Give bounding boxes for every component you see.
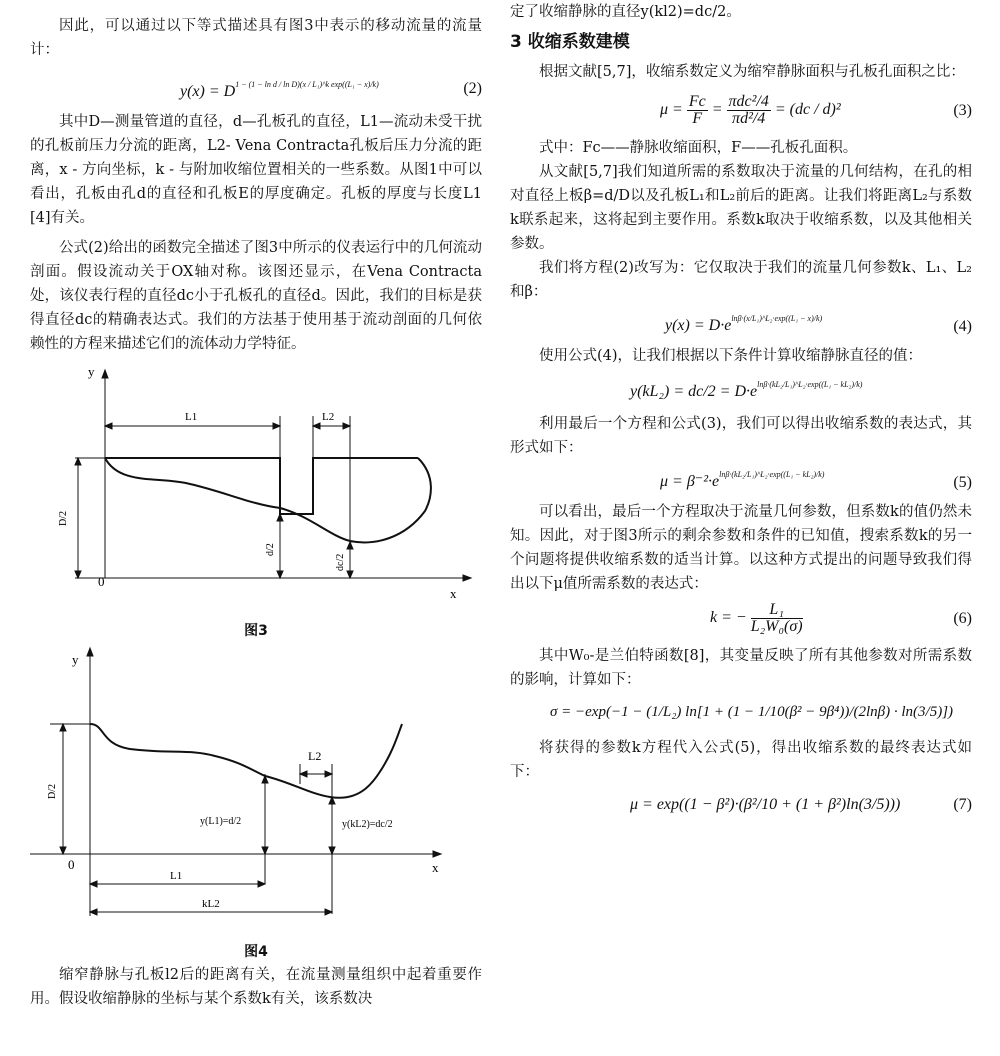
eqc-lhs: y(kL₂) = dc/2 = D·e [630, 383, 758, 400]
section-heading: 3 收缩系数建模 [510, 32, 630, 52]
sigma-expression: σ = −exp(−1 − (1/L₂) ln[1 + (1 − 1/10(β² − 9β⁴))/(2lnβ) · ln(3/5)]) [550, 704, 954, 720]
equation-condition [510, 368, 972, 412]
eq2-number: (2) [463, 80, 482, 97]
paragraph: 使用公式(4)，让我们根据以下条件计算收缩静脉直径的值： [539, 348, 923, 364]
paragraph: 根据文献[5,7]，收缩系数定义为缩窄静脉面积与孔板孔面积之比： [539, 64, 965, 80]
eq3-fraction-2: $\frac{\text{πdc²/4}}{\text{πd²/4}}$ [728, 93, 769, 127]
equation-4 [510, 304, 972, 344]
figure-3-caption: 图3 [244, 623, 268, 639]
equation-3 [510, 88, 972, 136]
fig3-l1-label: L1 [185, 411, 198, 423]
eq6-lhs: k = − [710, 609, 747, 627]
eq4-exponent: lnβ·(x/L₁)^L₂·exp((L₁ − x)/k) [731, 314, 823, 323]
eq2-exponent: 1 − (1 − ln d / ln D)(x / L₁)^k exp((L₁ − x)/k) [235, 80, 379, 89]
fig4-origin-label: 0 [68, 857, 75, 872]
eq2-lhs: y(x) = D [180, 83, 236, 100]
fig4-l1-label: L1 [170, 870, 183, 882]
eq3-fraction-1: $\frac{Fc}{F}$ [688, 93, 706, 127]
fig4-y-kl2-label: y(kL2)=dc/2 [342, 819, 393, 830]
paragraph: 我们将方程(2)改写为：它仅取决于我们的流量几何参数k、L₁、L₂和β： [510, 260, 972, 300]
left-column [30, 0, 482, 1011]
fig3-d-half-label: D/2 [58, 511, 69, 526]
fig3-x-axis-label: x [450, 586, 457, 601]
eq4-lhs: y(x) = D·e [665, 317, 732, 334]
fig4-y-l1-label: y(L1)=d/2 [200, 816, 242, 827]
eq3-equals: = [711, 101, 723, 119]
fig3-y-axis-label: y [88, 366, 95, 379]
fig3-origin-label: 0 [98, 574, 105, 589]
equation-6 [510, 596, 972, 644]
fig4-x-axis-label: x [432, 860, 439, 875]
fig4-kl2-label: kL2 [202, 898, 220, 910]
paragraph: 将获得的参数k方程代入公式(5)，得出收缩系数的最终表达式如下： [510, 740, 972, 780]
fig4-y-axis-label: y [72, 652, 79, 667]
eq7-number: (7) [953, 796, 972, 813]
equation-sigma [510, 692, 972, 736]
paragraph: 缩窄静脉与孔板l2后的距离有关，在流量测量组织中起着重要作用。假设收缩静脉的坐标与某个系数k有关，该系数决 [30, 967, 482, 1007]
equation-5 [510, 460, 972, 500]
eq5-number: (5) [953, 474, 972, 491]
paragraph: 其中W₀-是兰伯特函数[8]，其变量反映了所有其他参数对所需系数的影响，计算如下： [510, 648, 972, 688]
fig4-l2-label: L2 [308, 749, 322, 763]
fig3-d-small-label: d/2 [265, 543, 276, 556]
paragraph: 公式(2)给出的函数完全描述了图3中所示的仪表运行中的几何流动剖面。假设流动关于OX轴对称。该图还显示，在Vena Contracta处，该仪表行程的直径dc小于孔板孔的直径d。因此，我们的目标是获得直径dc的精确表达式。我们的方法基于使用基于流动剖面的几何依赖性的方程来描述它们的流体动力学特征。 [30, 240, 482, 352]
eq3-number: (3) [953, 102, 972, 119]
eq5-exponent: lnβ·(kL₂/L₁)^L₂·exp((L₁ − kL₂)/k) [719, 470, 825, 479]
eq5-lhs: μ = β⁻²·e [660, 473, 720, 490]
figure-4-caption: 图4 [244, 944, 268, 960]
eq4-number: (4) [953, 318, 972, 335]
paragraph: 从文献[5,7]我们知道所需的系数取决于流量的几何结构，在孔的相对直径上板β=d/D以及孔板L₁和L₂前后的距离。让我们将距离L₂与系数k联系起来，这将起到主要作用。系数k取决于收缩系数，以及其他相关参数。 [510, 164, 972, 252]
eq7-expression: μ = exp((1 − β²)·(β²/10 + (1 + β²)ln(3/5))) [630, 796, 901, 813]
paragraph: 因此，可以通过以下等式描述具有图3中表示的移动流量的流量计： [30, 18, 482, 58]
eq6-fraction: $\frac{\text{L₁}}{\text{L₂W₀(σ)}}$ [750, 601, 803, 635]
eq3-tail: = (dc / d)² [774, 101, 841, 119]
paragraph: 定了收缩静脉的直径y(kl2)=dc/2。 [510, 4, 741, 20]
right-column [510, 0, 972, 828]
figure-3 [30, 366, 482, 616]
eq3-mu: μ = [660, 101, 683, 119]
paragraph: 其中D—测量管道的直径，d—孔板孔的直径，L1—流动未受干扰的孔板前压力分流的距离，L2- Vena Contracta孔板后压力分流的距离，x - 方向坐标，k - 与附加收缩位置相关的一些系数。从图1中可以看出，孔板由孔d的直径和孔板E的厚度确定。孔板的厚度与长度L1 [4]有关。 [30, 114, 482, 226]
equation-2 [30, 72, 482, 110]
figure-4 [30, 644, 482, 949]
paragraph: 利用最后一个方程和公式(3)，我们可以得出收缩系数的表达式，其形式如下： [510, 416, 972, 456]
fig3-dc-label: dc/2 [335, 553, 346, 571]
eqc-exponent: lnβ·(kL₂/L₁)^L₂·exp((L₁ − kL₂)/k) [757, 380, 863, 389]
fig4-d-half-label: D/2 [47, 784, 58, 799]
paragraph: 可以看出，最后一个方程取决于流量几何参数，但系数k的值仍然未知。因此，对于图3所示的剩余参数和条件的已知值，搜索系数k的另一个问题将提供收缩系数的适当计算。以这种方式提出的问题导致我们得出以下μ值所需系数的表达式： [510, 504, 972, 592]
fig3-l2-label: L2 [322, 411, 335, 423]
eq6-number: (6) [953, 610, 972, 627]
equation-7 [510, 784, 972, 828]
paragraph: 式中：Fc——静脉收缩面积，F——孔板孔面积。 [539, 140, 858, 156]
